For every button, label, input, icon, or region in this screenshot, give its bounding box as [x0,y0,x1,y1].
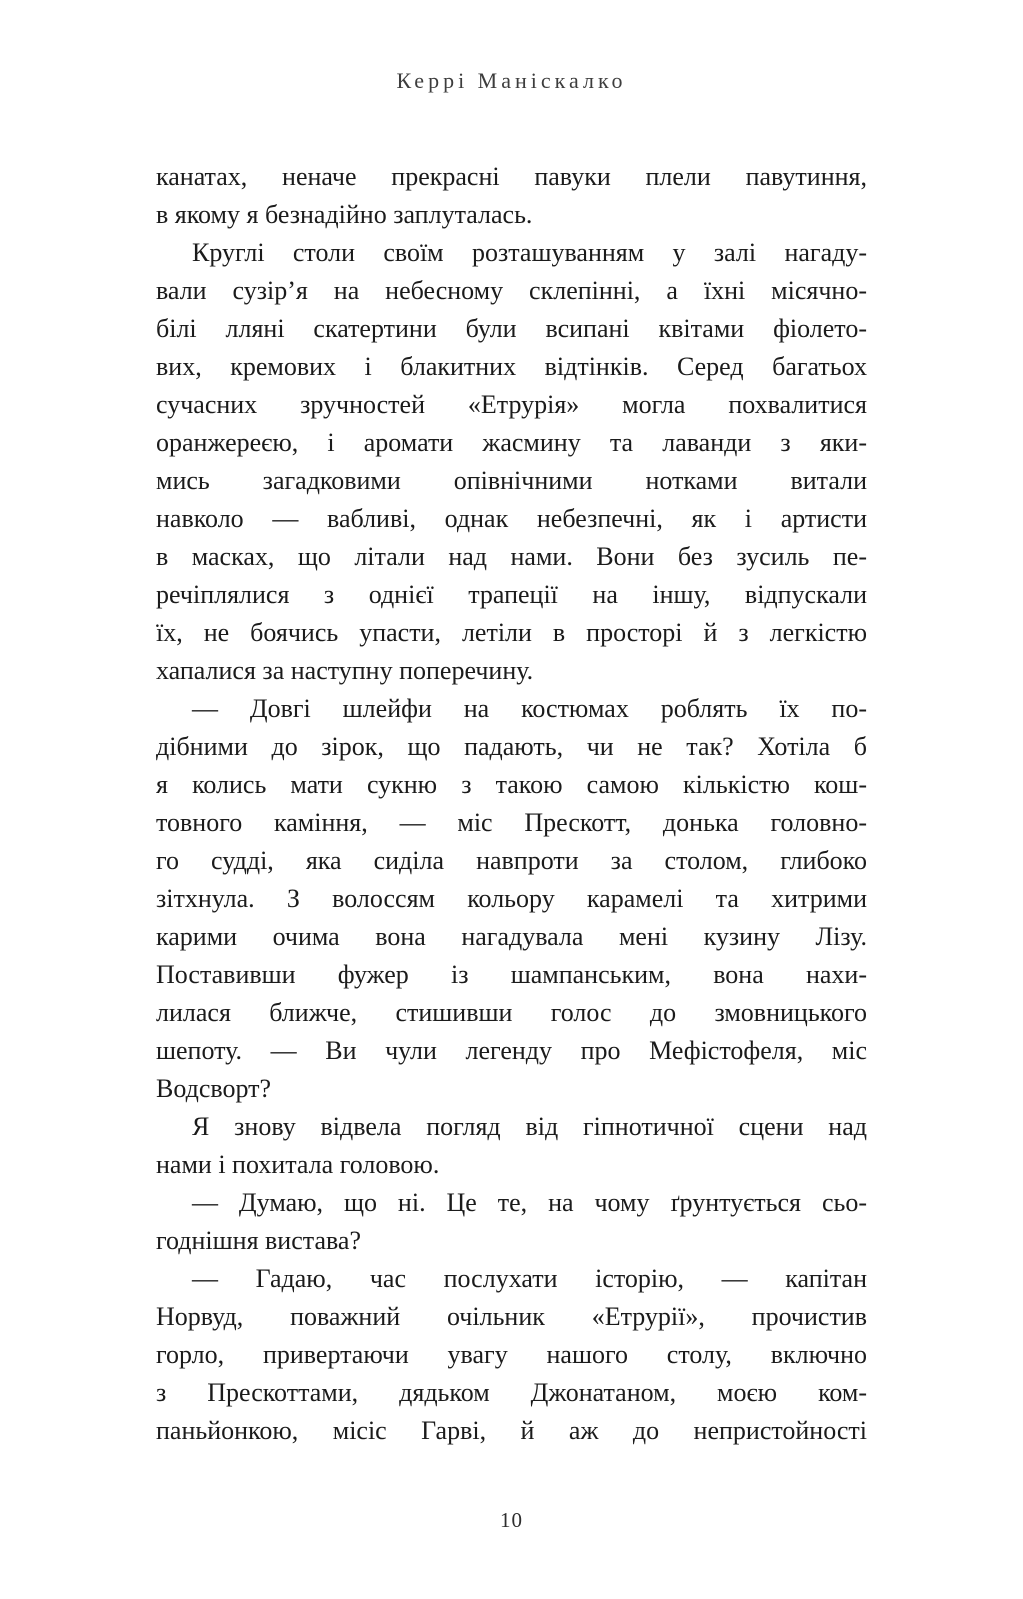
text-line: товного каміння, — міс Прескотт, донька головно- [156,808,867,837]
text-line: — Довгі шлейфи на костюмах роблять їх по- [192,694,867,723]
text-line: Круглі столи своїм розташуванням у залі нагаду- [192,238,867,267]
text-line: дібними до зірок, що падають, чи не так? Хотіла б [156,732,867,761]
text-line: навколо — вабливі, однак небезпечні, як і артисти [156,504,867,533]
text-line: Я знову відвела погляд від гіпнотичної сцени над [192,1112,867,1141]
paragraph [156,690,867,1108]
text-line: хапалися за наступну поперечину. [156,656,534,685]
text-line: в масках, що літали над нами. Вони без зусиль пе- [156,542,867,571]
text-line: в якому я безнадійно заплуталась. [156,200,533,229]
text-line: оранжереєю, і аромати жасмину та лаванди з яки- [156,428,867,457]
text-line: Водсворт? [156,1074,272,1103]
text-line: карими очима вона нагадувала мені кузину Лізу. [156,922,867,951]
text-line: речіплялися з однієї трапеції на іншу, відпускали [156,580,867,609]
text-line: Поставивши фужер із шампанським, вона нахи- [156,960,867,989]
text-line: го судді, яка сиділа навпроти за столом, глибоко [156,846,867,875]
running-header [0,68,1023,94]
text-line: вали сузір’я на небесному склепінні, а їхні місячно- [156,276,867,305]
text-line: шепоту. — Ви чули легенду про Мефістофеля, міс [156,1036,867,1065]
text-line: сучасних зручностей «Етрурія» могла похвалитися [156,390,867,419]
paragraph [156,1108,867,1184]
page-body [156,158,867,1450]
text-line: нами і похитала головою. [156,1150,440,1179]
text-line: Норвуд, поважний очільник «Етрурії», прочистив [156,1302,867,1331]
text-line: я колись мати сукню з такою самою кількістю кош- [156,770,867,799]
text-line: горло, привертаючи увагу нашого столу, включно [156,1340,867,1369]
author-name: Керрі Маніскалко [396,68,627,93]
text-line: мись загадковими опівнічними нотками витали [156,466,867,495]
text-line: вих, кремових і блакитних відтінків. Серед багатьох [156,352,867,381]
text-line: зітхнула. З волоссям кольору карамелі та хитрими [156,884,867,913]
page-footer [0,1508,1023,1533]
text-line: з Прескоттами, дядьком Джонатаном, моєю ком- [156,1378,867,1407]
paragraph [156,1184,867,1260]
text-line: — Думаю, що ні. Це те, на чому ґрунтується сьо- [192,1188,867,1217]
paragraph [156,158,867,234]
text-line: годнішня вистава? [156,1226,361,1255]
text-line: лилася ближче, стишивши голос до змовницького [156,998,867,1027]
page-number: 10 [500,1508,523,1532]
text-line: — Гадаю, час послухати історію, — капітан [192,1264,867,1293]
text-line: їх, не боячись упасти, летіли в просторі й з легкістю [156,618,867,647]
text-line: білі лляні скатертини були всипані квітами фіолето- [156,314,867,343]
text-line: канатах, неначе прекрасні павуки плели павутиння, [156,162,867,191]
paragraph [156,1260,867,1450]
paragraph [156,234,867,690]
text-line: паньйонкою, місіс Гарві, й аж до непристойності [156,1416,867,1445]
